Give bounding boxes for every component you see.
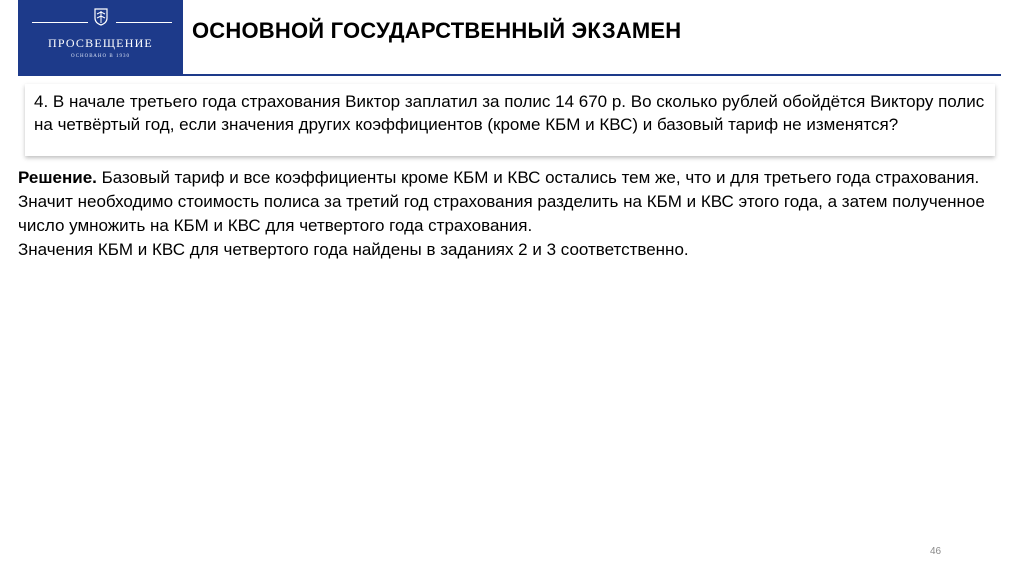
shield-emblem-icon bbox=[94, 8, 108, 26]
solution-section bbox=[18, 166, 1008, 262]
header-divider bbox=[18, 74, 1001, 76]
solution-note: Значения КБМ и КВС для четвертого года найдены в заданиях 2 и 3 соответственно. bbox=[18, 240, 689, 259]
solution-body: Базовый тариф и все коэффициенты кроме КБМ и КВС остались тем же, что и для третьего года страхования. Значит необходимо стоимость полиса за третий год страхования разделить на КБМ и КВС этого года, а затем полученное число умножить на КБМ и КВС для четвертого года страхования. bbox=[18, 168, 985, 235]
logo-name: ПРОСВЕЩЕНИЕ bbox=[48, 36, 153, 50]
task-text: 4. В начале третьего года страхования Виктор заплатил за полис 14 670 р. Во сколько рублей обойдётся Виктору полис на четвёртый год, если значения других коэффициентов (кроме КБМ и КВС) и базовый тариф не изменятся? bbox=[34, 92, 985, 134]
publisher-logo bbox=[18, 0, 183, 74]
page-title: ОСНОВНОЙ ГОСУДАРСТВЕННЫЙ ЭКЗАМЕН bbox=[192, 18, 682, 43]
page-number: 46 bbox=[930, 546, 942, 557]
logo-line-left bbox=[32, 22, 88, 23]
logo-tagline: ОСНОВАНО В 1930 bbox=[71, 54, 130, 59]
solution-label: Решение. bbox=[18, 168, 97, 187]
logo-line-right bbox=[116, 22, 172, 23]
